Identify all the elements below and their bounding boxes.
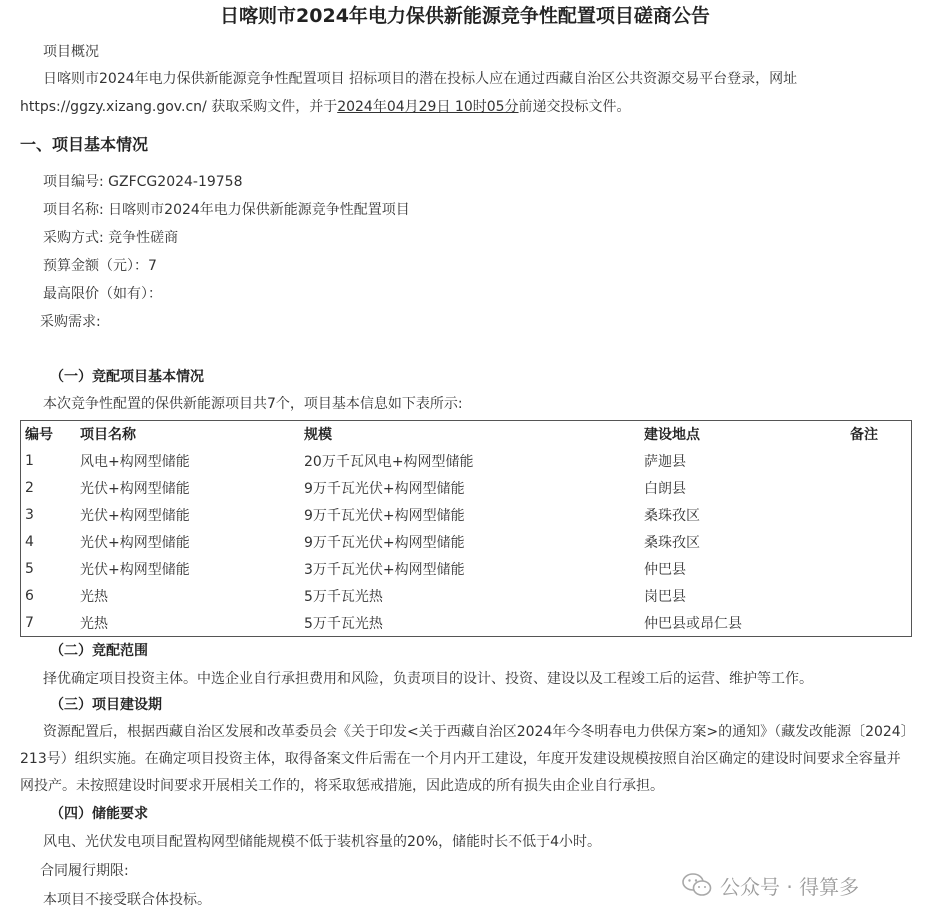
- table-header-cell: 建设地点: [644, 427, 700, 443]
- table-cell: 岗巴县: [644, 588, 686, 605]
- table-cell: 萨迦县: [644, 453, 686, 470]
- table-cell: 3: [25, 506, 34, 523]
- field-project-number: 项目编号: GZFCG2024-19758: [43, 174, 243, 190]
- table-header-cell: 规模: [304, 427, 332, 443]
- field-requirements: 采购需求:: [40, 314, 101, 330]
- table-cell: 白朗县: [644, 480, 686, 497]
- table-cell: 9万千瓦光伏+构网型储能: [304, 507, 465, 524]
- table-row: [21, 474, 912, 501]
- table-cell: 光伏+构网型储能: [80, 507, 190, 524]
- field-procurement-method: 采购方式: 竞争性磋商: [43, 230, 179, 246]
- table-cell: [850, 609, 912, 637]
- platform-url-link[interactable]: https://ggzy.xizang.gov.cn/: [20, 99, 207, 115]
- table-cell: 20万千瓦风电+构网型储能: [304, 453, 474, 470]
- table-cell: 桑珠孜区: [644, 507, 700, 524]
- contract-term: 合同履行期限:: [40, 863, 129, 879]
- section-basic-info-heading: 一、项目基本情况: [20, 135, 149, 154]
- sub3-heading: （三）项目建设期: [50, 697, 162, 713]
- table-cell: 7: [25, 614, 34, 631]
- table-cell: 6: [25, 587, 34, 604]
- table-header-cell: 编号: [25, 427, 53, 443]
- table-cell: 风电+构网型储能: [80, 453, 190, 470]
- sub2-text: 择优确定项目投资主体。中选企业自行承担费用和风险，负责项目的设计、投资、建设以及工程竣工后的运营、维护等工作。: [43, 671, 813, 687]
- sub4-text: 风电、光伏发电项目配置构网型储能规模不低于装机容量的20%，储能时长不低于4小时。: [43, 834, 602, 850]
- table-row: [21, 582, 912, 609]
- sub3-text: 资源配置后，根据西藏自治区发展和改革委员会《关于印发<关于西藏自治区2024年今冬明春电力供保方案>的通知》（藏发改能源〔2024〕213号）组织实施。在确定项目投资主体，取得备案文件后需在一个月内开工建设，年度开发建设规模按照自治区确定的建设时间要求全容量并网投产。未按照建设时间要求开展相关工作的，将采取惩戒措施，因此造成的所有损失由企业自行承担。: [20, 724, 908, 794]
- page-title: 日喀则市2024年电力保供新能源竞争性配置项目磋商公告: [220, 5, 710, 27]
- table-cell: [850, 474, 912, 501]
- table-cell: 5: [25, 560, 34, 577]
- table-cell: [850, 582, 912, 609]
- overview-heading: 项目概况: [43, 44, 99, 60]
- table-cell: [850, 447, 912, 474]
- table-header-cell: 备注: [850, 427, 878, 443]
- table-row: [21, 528, 912, 555]
- overview-line2: [20, 97, 631, 117]
- field-max-price: 最高限价（如有）：: [43, 286, 162, 302]
- table-cell: 光热: [80, 588, 108, 605]
- overview-mid-text: 获取采购文件，并于: [211, 99, 338, 115]
- watermark: [682, 869, 907, 901]
- table-row: [21, 609, 912, 637]
- sub2-heading: （二）竞配范围: [50, 643, 148, 659]
- field-budget: 预算金额（元）：7: [43, 258, 157, 274]
- overview-line1: 日喀则市2024年电力保供新能源竞争性配置项目 招标项目的潜在投标人应在通过西藏自治区公共资源交易平台登录，网址: [43, 71, 798, 87]
- table-cell: 4: [25, 533, 34, 550]
- wechat-icon: [682, 872, 712, 898]
- table-cell: 仲巴县: [644, 561, 686, 578]
- table-cell: 2: [25, 479, 34, 496]
- table-row: [21, 501, 912, 528]
- table-cell: 仲巴县或昂仁县: [644, 615, 742, 632]
- table-cell: 光伏+构网型储能: [80, 480, 190, 497]
- table-cell: 1: [25, 452, 34, 469]
- sub1-intro: 本次竞争性配置的保供新能源项目共7个，项目基本信息如下表所示:: [43, 396, 463, 412]
- table-cell: 光热: [80, 615, 108, 632]
- project-table: [20, 420, 912, 637]
- sub4-heading: （四）储能要求: [50, 806, 148, 822]
- table-row: [21, 555, 912, 582]
- table-cell: 9万千瓦光伏+构网型储能: [304, 534, 465, 551]
- table-cell: 9万千瓦光伏+构网型储能: [304, 480, 465, 497]
- table-cell: 光伏+构网型储能: [80, 534, 190, 551]
- table-row: [21, 447, 912, 474]
- overview-end-text: 前递交投标文件。: [518, 99, 631, 115]
- table-cell: [850, 555, 912, 582]
- table-cell: [850, 501, 912, 528]
- watermark-text: 公众号 · 得算多: [720, 874, 860, 899]
- table-cell: 5万千瓦光热: [304, 588, 383, 605]
- table-cell: 光伏+构网型储能: [80, 561, 190, 578]
- table-cell: 5万千瓦光热: [304, 615, 383, 632]
- field-project-name: 项目名称: 日喀则市2024年电力保供新能源竞争性配置项目: [43, 202, 410, 218]
- table-cell: 桑珠孜区: [644, 534, 700, 551]
- table-header-cell: 项目名称: [80, 427, 136, 443]
- table-cell: [850, 528, 912, 555]
- sub1-heading: （一）竞配项目基本情况: [50, 369, 204, 385]
- table-header-row: [21, 421, 912, 448]
- consortium-note: 本项目不接受联合体投标。: [43, 892, 211, 908]
- table-cell: 3万千瓦光伏+构网型储能: [304, 561, 465, 578]
- deadline-text: 2024年04月29日 10时05分: [337, 99, 519, 115]
